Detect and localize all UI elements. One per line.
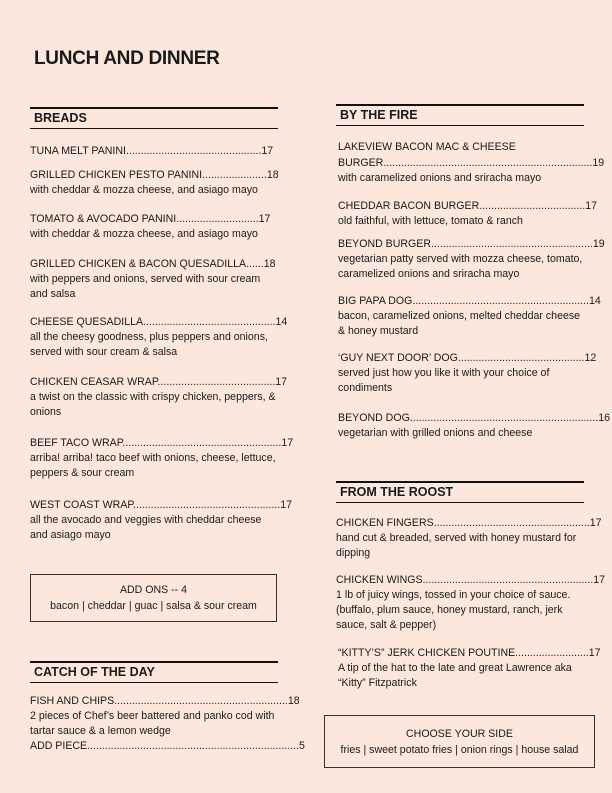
item-dots: ......................	[202, 169, 267, 181]
item-name: GRILLED CHICKEN & BACON QUESADILLA	[30, 258, 247, 270]
item-dots: ..............................................	[125, 145, 262, 157]
item-price: 17	[281, 437, 294, 449]
item-dots: ......................................................	[122, 437, 282, 449]
menu-item-mac-cheese-burger-price: BURGER.......................................................................19 with caramelized onions and sriracha mayo	[338, 157, 605, 184]
item-dots: .......................................................................	[383, 157, 593, 169]
item-description: 1 lb of juicy wings, tossed in your choice of sauce. (buffalo, plum sauce, honey mustard, ranch, jerk sauce, salt & pepper)	[336, 589, 571, 631]
menu-item-chicken-bacon-quesadilla	[30, 257, 280, 302]
item-description: all the cheesy goodness, plus peppers and onions, served with sour cream & salsa	[30, 331, 268, 358]
item-dots: .........................	[515, 647, 589, 659]
item-price: 16	[598, 412, 610, 424]
menu-item-cheddar-bacon-burger	[338, 199, 598, 229]
item-dots: ..........................................................	[422, 574, 594, 586]
side-options: fries | sweet potato fries | onion rings | house salad	[340, 744, 579, 756]
item-description: all the avocado and veggies with cheddar cheese and asiago mayo	[30, 514, 262, 541]
item-description: with peppers and onions, served with sour cream and salsa	[30, 273, 261, 300]
item-description: hand cut & breaded, served with honey mustard for dipping	[336, 532, 577, 559]
item-price: 14	[275, 316, 288, 328]
item-name: BEYOND BURGER	[338, 238, 432, 250]
item-name: “KITTY’S” JERK CHICKEN POUTINE	[338, 647, 516, 659]
add-ons-box	[30, 574, 277, 622]
item-name: GRILLED CHICKEN PESTO PANINI	[30, 169, 203, 181]
menu-item-beyond-burger	[338, 237, 605, 282]
menu-item-chicken-wings	[336, 573, 606, 633]
menu-item-beef-taco-wrap	[30, 436, 294, 481]
menu-item-west-coast-wrap	[30, 498, 292, 543]
item-description: served just how you like it with your choice of condiments	[338, 367, 550, 394]
item-description: a twist on the classic with crispy chicken, peppers, & onions	[30, 391, 276, 418]
section-heading: BY THE FIRE	[340, 108, 418, 122]
section-heading: CATCH OF THE DAY	[34, 665, 155, 679]
item-name: FISH AND CHIPS	[30, 695, 115, 707]
item-description: with caramelized onions and sriracha mayo	[338, 172, 542, 184]
item-price: 17	[588, 647, 601, 659]
item-price: 17	[280, 499, 292, 511]
menu-item-fish-and-chips	[30, 694, 305, 754]
page-title: LUNCH AND DINNER	[34, 48, 220, 69]
add-ons-title: ADD ONS -- 4	[119, 584, 188, 596]
item-dots: .....................................................	[433, 517, 590, 529]
item-name: BIG PAPA DOG	[338, 295, 413, 307]
item-description: vegetarian with grilled onions and cheese	[338, 427, 533, 439]
item-price: 17	[593, 574, 606, 586]
section-header-fire	[336, 104, 584, 126]
menu-item-chicken-ceasar-wrap	[30, 375, 288, 420]
section-header-catch	[30, 661, 278, 683]
item-description: with cheddar & mozza cheese, and asiago mayo	[30, 228, 258, 240]
item-dots: ...........................................................	[114, 695, 288, 707]
item-price: 18	[287, 695, 300, 707]
item-name: CHICKEN FINGERS	[336, 517, 434, 529]
item-dots: ............................	[176, 213, 259, 225]
menu-item-cheese-quesadilla	[30, 315, 288, 360]
item-name: CHEDDAR BACON BURGER	[338, 200, 480, 212]
item-name: CHICKEN CEASAR WRAP	[30, 376, 158, 388]
item-price: 17	[261, 145, 274, 157]
item-dots: ...........................................	[457, 352, 585, 364]
item-price: 19	[592, 238, 605, 250]
item-price: 17	[258, 213, 271, 225]
menu-item-chicken-fingers	[336, 516, 602, 561]
menu-item-pesto-panini	[30, 168, 280, 198]
section-heading: FROM THE ROOST	[340, 485, 454, 499]
item-name: CHICKEN WINGS	[336, 574, 423, 586]
item-price: 17	[585, 200, 598, 212]
item-price: 5	[299, 740, 305, 752]
item-dots: .............................................	[143, 316, 276, 328]
menu-item-guy-next-door-dog	[338, 351, 597, 396]
item-description: with cheddar & mozza cheese, and asiago mayo	[30, 184, 258, 196]
item-price: 17	[589, 517, 602, 529]
item-name: ‘GUY NEXT DOOR’ DOG	[338, 352, 458, 364]
side-choice-box	[324, 715, 595, 768]
menu-item-big-papa-dog	[338, 294, 601, 339]
item-name: BEYOND DOG	[338, 412, 410, 424]
item-name: ADD PIECE	[30, 740, 88, 752]
item-dots: .......................................................	[431, 238, 593, 250]
item-dots: ......	[246, 258, 264, 270]
item-price: 14	[588, 295, 601, 307]
item-price: 18	[266, 169, 279, 181]
item-description: 2 pieces of Chef’s beer battered and panko cod with tartar sauce & a lemon wedge	[30, 710, 275, 737]
item-dots: ........................................	[157, 376, 276, 388]
item-description: old faithful, with lettuce, tomato & ranch	[338, 215, 523, 227]
item-dots: ....................................	[479, 200, 586, 212]
section-header-roost	[336, 481, 584, 503]
item-name: WEST COAST WRAP	[30, 499, 134, 511]
menu-item-beyond-dog	[338, 411, 610, 441]
menu-item-tuna-melt	[30, 144, 280, 159]
item-name: TUNA MELT PANINI	[30, 145, 126, 157]
item-dots: ............................................................	[412, 295, 589, 307]
menu-item-tomato-avocado-panini	[30, 212, 280, 242]
item-price: 12	[584, 352, 597, 364]
section-header-breads	[30, 107, 278, 129]
item-name: CHEESE QUESADILLA	[30, 316, 144, 328]
item-description: bacon, caramelized onions, melted cheddar cheese & honey mustard	[338, 310, 581, 337]
menu-item-mac-cheese-burger	[338, 140, 588, 155]
item-price: 18	[263, 258, 276, 270]
item-name: TOMATO & AVOCADO PANINI	[30, 213, 177, 225]
item-name: BEEF TACO WRAP	[30, 437, 123, 449]
side-title: CHOOSE YOUR SIDE	[406, 728, 513, 740]
item-dots: ..................................................	[133, 499, 281, 511]
item-description: arriba! arriba! taco beef with onions, cheese, lettuce, peppers & sour cream	[30, 452, 276, 479]
section-heading: BREADS	[34, 111, 87, 125]
item-price: 19	[592, 157, 605, 169]
item-description: A tip of the hat to the late and great Lawrence aka “Kitty” Fitzpatrick	[338, 662, 572, 689]
item-dots: ........................................................................	[87, 740, 300, 752]
menu-item-kittys-poutine	[338, 646, 601, 691]
item-dots: ................................................................	[409, 412, 599, 424]
add-ons-options: bacon | cheddar | guac | salsa & sour cream	[50, 600, 257, 612]
item-description: vegetarian patty served with mozza cheese, tomato, caramelized onions and sriracha mayo	[338, 253, 583, 280]
item-price: 17	[275, 376, 288, 388]
item-name: LAKEVIEW BACON MAC & CHEESE	[338, 141, 516, 153]
